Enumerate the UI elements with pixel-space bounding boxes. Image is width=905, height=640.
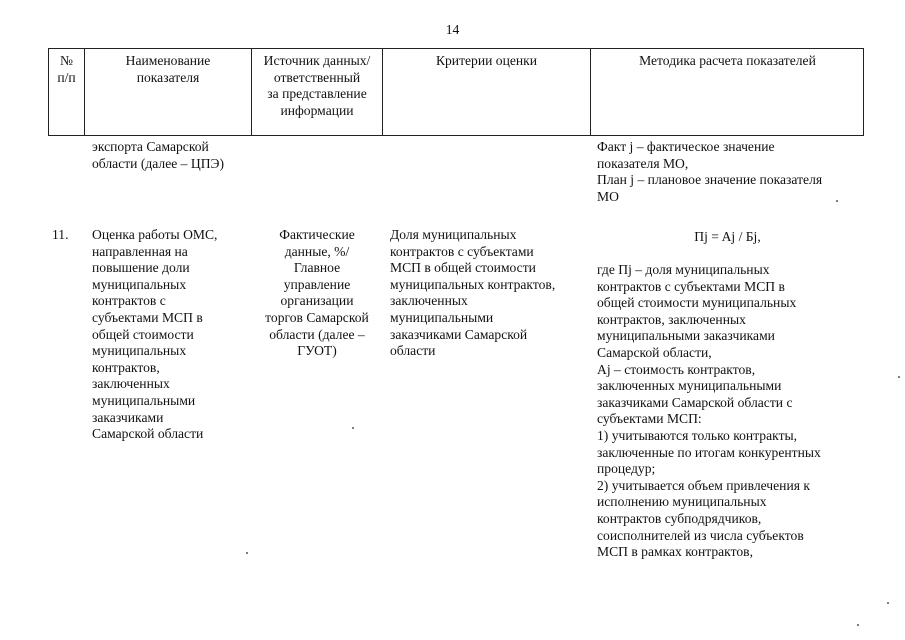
text-line: экспорта Самарской bbox=[92, 139, 209, 154]
text-line: соисполнителей из числа субъектов bbox=[597, 527, 804, 543]
text-line: направленная на bbox=[92, 243, 188, 259]
text-line: 2) учитывается объем привлечения к bbox=[597, 477, 810, 493]
text-line: Фактические bbox=[279, 227, 355, 242]
text-line: повышение доли bbox=[92, 260, 190, 276]
row-method bbox=[597, 262, 865, 561]
header-number bbox=[49, 53, 84, 86]
text-line: данные, %/ bbox=[284, 243, 350, 259]
header-line: ответственный bbox=[273, 69, 361, 85]
text-line: План j – плановое значение показателя bbox=[597, 172, 823, 188]
text-line: МО bbox=[597, 188, 619, 204]
header-line: Источник данных/ bbox=[263, 53, 371, 68]
text-line: Доля муниципальных bbox=[390, 227, 517, 242]
text-line: заключенных bbox=[390, 293, 468, 309]
text-line: показателя МО, bbox=[597, 155, 689, 171]
text-line: муниципальных bbox=[92, 276, 187, 292]
row-indicator-name bbox=[92, 227, 252, 443]
header-line: Критерии оценки bbox=[435, 53, 538, 68]
text-line: процедур; bbox=[597, 461, 656, 477]
row-data-source bbox=[252, 227, 382, 360]
scan-speck bbox=[352, 427, 354, 429]
text-line: заказчиками Самарской области с bbox=[597, 394, 793, 410]
text-line: области bbox=[390, 343, 436, 359]
text-line: МСП в рамках контрактов, bbox=[597, 544, 753, 560]
text-line: заказчиками Самарской bbox=[390, 326, 528, 342]
text-line: контрактов, bbox=[92, 359, 160, 375]
text-line: Оценка работы ОМС, bbox=[92, 227, 218, 242]
text-line: торгов Самарской bbox=[265, 309, 369, 325]
header-line: показателя bbox=[136, 69, 200, 85]
text-line: Aj – стоимость контрактов, bbox=[597, 361, 756, 377]
text-line: субъектами МСП в bbox=[92, 309, 203, 325]
scan-speck bbox=[836, 200, 838, 202]
text-line: общей стоимости bbox=[92, 326, 194, 342]
text-line: муниципальными bbox=[390, 309, 494, 325]
scan-speck bbox=[246, 552, 248, 554]
text-line: контрактов с bbox=[92, 293, 166, 309]
text-line: Главное bbox=[293, 260, 341, 276]
text-line: муниципальными заказчиками bbox=[597, 328, 775, 344]
header-line: п/п bbox=[57, 69, 76, 85]
text-line: где Пj – доля муниципальных bbox=[597, 262, 770, 277]
text-line: контрактов субподрядчиков, bbox=[597, 510, 762, 526]
text-line: исполнению муниципальных bbox=[597, 494, 767, 510]
scan-speck bbox=[857, 624, 859, 626]
text-line: управление bbox=[283, 276, 351, 292]
text-line: Факт j – фактическое значение bbox=[597, 139, 775, 154]
text-line: общей стоимости муниципальных bbox=[597, 295, 797, 311]
text-line: муниципальных bbox=[92, 343, 187, 359]
continuation-indicator-name bbox=[92, 139, 252, 172]
header-line: за представление bbox=[267, 86, 367, 102]
row-criteria bbox=[390, 227, 590, 360]
row-number: 11. bbox=[52, 227, 69, 242]
text-line: заключенные по итогам конкурентных bbox=[597, 444, 821, 460]
text-line: Самарской области bbox=[92, 426, 204, 442]
header-line: № bbox=[60, 53, 73, 68]
text-line: области (далее – ЦПЭ) bbox=[92, 155, 225, 171]
text-line: заказчиками bbox=[92, 409, 164, 425]
text-line: области (далее – bbox=[269, 326, 365, 342]
text-line: МСП в общей стоимости bbox=[390, 260, 536, 276]
header-method bbox=[591, 53, 864, 70]
header-indicator-name bbox=[85, 53, 251, 86]
text-line: ГУОТ) bbox=[297, 343, 337, 359]
header-line: Наименование bbox=[125, 53, 211, 68]
text-line: муниципальными bbox=[92, 392, 196, 408]
text-line: контрактов, заключенных bbox=[597, 311, 746, 327]
formula: Пj = Aj / Бj, bbox=[694, 229, 761, 244]
scan-speck bbox=[898, 376, 900, 378]
header-criteria bbox=[383, 53, 590, 70]
text-line: контрактов с субъектами bbox=[390, 243, 534, 259]
header-line: Методика расчета показателей bbox=[639, 53, 816, 68]
text-line: контрактов с субъектами МСП в bbox=[597, 278, 785, 294]
text-line: заключенных муниципальными bbox=[597, 378, 782, 394]
text-line: Самарской области, bbox=[597, 344, 712, 360]
scan-speck bbox=[887, 602, 889, 604]
header-line: информации bbox=[280, 102, 354, 118]
continuation-method bbox=[597, 139, 865, 205]
text-line: субъектами МСП: bbox=[597, 411, 702, 427]
text-line: заключенных bbox=[92, 376, 170, 392]
text-line: 1) учитываются только контракты, bbox=[597, 427, 798, 443]
header-data-source bbox=[252, 53, 382, 119]
page-number: 14 bbox=[445, 22, 460, 37]
text-line: муниципальных контрактов, bbox=[390, 276, 556, 292]
text-line: организации bbox=[280, 293, 354, 309]
